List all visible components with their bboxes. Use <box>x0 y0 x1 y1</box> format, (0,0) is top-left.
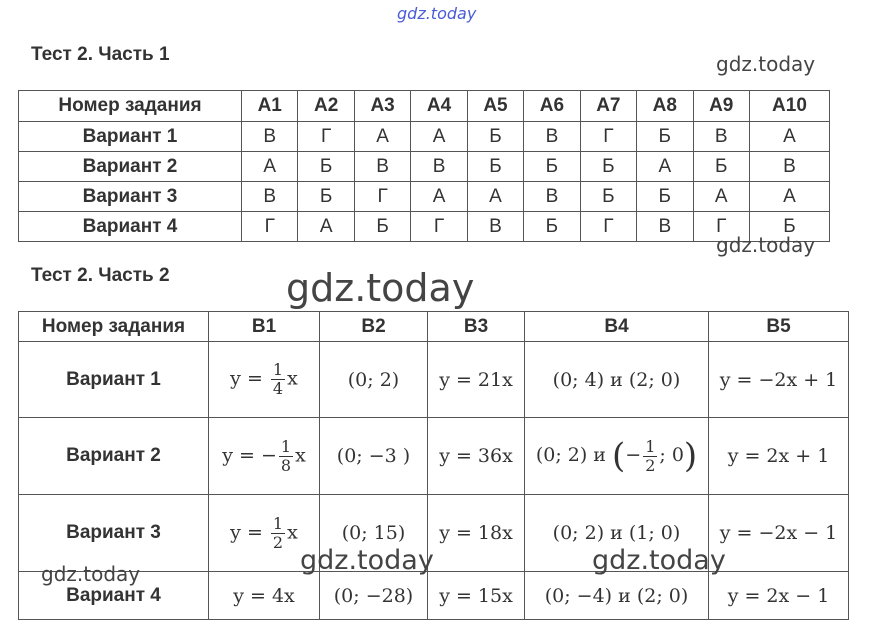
answer-cell: А <box>467 182 523 212</box>
answer-cell: А <box>637 152 693 182</box>
answer-cell: В <box>411 152 467 182</box>
open-paren: ( <box>612 436 626 476</box>
table-header-row <box>19 91 830 122</box>
answer-cell: В <box>354 152 410 182</box>
column-header: A9 <box>693 91 749 122</box>
row-label: Вариант 4 <box>19 212 242 242</box>
answer-cell: А <box>411 182 467 212</box>
fraction-denominator: 8 <box>280 455 292 475</box>
column-header: A1 <box>242 91 298 122</box>
answer-cell: Б <box>580 182 636 212</box>
answer-cell: (0; 2) и (1; 0) <box>525 495 709 572</box>
fraction <box>271 515 285 552</box>
answer-cell: А <box>298 212 354 242</box>
fraction-denominator: 4 <box>272 379 284 398</box>
answer-cell: Г <box>354 182 410 212</box>
answer-cell: Б <box>354 212 410 242</box>
formula-prefix: y = <box>230 521 269 543</box>
column-header: A6 <box>524 91 580 122</box>
close-paren: ) <box>683 436 698 476</box>
formula-suffix: x <box>295 444 306 466</box>
answer-cell: Б <box>693 152 749 182</box>
answer-cell: y = 21x <box>428 342 525 418</box>
fraction <box>279 438 293 475</box>
answer-cell: Б <box>580 152 636 182</box>
row-label: Вариант 1 <box>19 122 242 152</box>
answer-cell: А <box>411 122 467 152</box>
column-header: A5 <box>467 91 523 122</box>
answer-cell: В <box>242 182 298 212</box>
formula-prefix: y = <box>230 367 269 390</box>
answer-cell: Б <box>749 212 829 242</box>
watermark-top: gdz.today <box>397 4 477 23</box>
watermark: gdz.today <box>716 52 816 76</box>
answer-cell: Г <box>580 212 636 242</box>
column-header: A7 <box>580 91 636 122</box>
row-label: Вариант 3 <box>19 495 209 572</box>
column-header: A3 <box>354 91 410 122</box>
fraction <box>643 438 657 475</box>
answer-cell: y = −2x + 1 <box>709 342 849 418</box>
part2-title: Тест 2. Часть 2 <box>31 265 170 286</box>
row-label: Вариант 4 <box>19 572 209 620</box>
fraction-numerator: 1 <box>280 436 292 456</box>
answer-cell: В <box>524 182 580 212</box>
fraction-denominator: 2 <box>272 532 284 552</box>
part1-table <box>18 90 830 242</box>
watermark: gdz.today <box>592 545 726 576</box>
part1-title: Тест 2. Часть 1 <box>31 44 170 65</box>
answer-cell: (0; 15) <box>320 495 428 572</box>
answer-cell: (0; 2) <box>320 342 428 418</box>
table-row <box>19 572 849 620</box>
answer-cell: y = −2x − 1 <box>709 495 849 572</box>
answer-cell: y = 2x + 1 <box>709 418 849 495</box>
answer-cell: Б <box>298 152 354 182</box>
formula-sign: − <box>625 444 642 466</box>
answer-cell: Г <box>242 212 298 242</box>
answer-cell: Б <box>524 152 580 182</box>
answer-cell: Г <box>580 122 636 152</box>
watermark: gdz.today <box>716 233 816 257</box>
answer-cell: y = 15x <box>428 572 525 620</box>
answer-cell: Б <box>298 182 354 212</box>
answer-cell: Б <box>467 122 523 152</box>
answer-cell <box>209 418 320 495</box>
column-header: B1 <box>209 312 320 342</box>
answer-cell: Б <box>524 212 580 242</box>
answer-cell: В <box>242 122 298 152</box>
answer-cell: Б <box>467 152 523 182</box>
table-row <box>19 342 849 418</box>
table-row <box>19 182 830 212</box>
row-label: Вариант 3 <box>19 182 242 212</box>
answer-cell: Б <box>637 182 693 212</box>
answer-cell: В <box>637 212 693 242</box>
column-header: A10 <box>749 91 829 122</box>
answer-cell: Г <box>298 122 354 152</box>
table-header-row <box>19 312 849 342</box>
formula-suffix: x <box>287 521 298 543</box>
watermark: gdz.today <box>300 545 434 576</box>
answer-cell: (0; 4) и (2; 0) <box>525 342 709 418</box>
answer-cell: y = 2x − 1 <box>709 572 849 620</box>
answer-cell: А <box>693 182 749 212</box>
fraction-numerator: 1 <box>272 360 284 379</box>
column-header: B3 <box>428 312 525 342</box>
formula-text: (0; 2) и <box>535 444 612 466</box>
answer-cell: В <box>693 122 749 152</box>
answer-cell: y = 36x <box>428 418 525 495</box>
watermark: gdz.today <box>286 266 475 310</box>
column-header: A2 <box>298 91 354 122</box>
row-label: Вариант 1 <box>19 342 209 418</box>
fraction-numerator: 1 <box>272 513 284 533</box>
answer-cell: А <box>242 152 298 182</box>
fraction-numerator: 1 <box>645 436 656 456</box>
answer-cell: А <box>354 122 410 152</box>
table-row <box>19 122 830 152</box>
answer-cell: В <box>749 152 829 182</box>
answer-cell: y = 4x <box>209 572 320 620</box>
answer-cell: В <box>467 212 523 242</box>
row-label: Вариант 2 <box>19 152 242 182</box>
watermark: gdz.today <box>41 562 141 586</box>
corner-header: Номер задания <box>19 312 209 342</box>
answer-cell <box>525 418 709 495</box>
answer-cell: y = 18x <box>428 495 525 572</box>
answer-cell: (0; −3 ) <box>320 418 428 495</box>
fraction-denominator: 2 <box>645 455 656 475</box>
answer-cell: (0; −28) <box>320 572 428 620</box>
table-row <box>19 212 830 242</box>
row-label: Вариант 2 <box>19 418 209 495</box>
column-header: B2 <box>320 312 428 342</box>
answer-cell: А <box>749 182 829 212</box>
answer-cell: А <box>749 122 829 152</box>
column-header: A4 <box>411 91 467 122</box>
table-row <box>19 152 830 182</box>
answer-cell: Г <box>411 212 467 242</box>
corner-header: Номер задания <box>19 91 242 122</box>
answer-cell <box>209 342 320 418</box>
column-header: B4 <box>525 312 709 342</box>
answer-cell: Б <box>637 122 693 152</box>
answer-cell: (0; −4) и (2; 0) <box>525 572 709 620</box>
formula-tail: ; 0 <box>659 444 684 466</box>
answer-cell: В <box>524 122 580 152</box>
answer-cell: Г <box>693 212 749 242</box>
column-header: B5 <box>709 312 849 342</box>
fraction <box>271 361 285 398</box>
table-row <box>19 418 849 495</box>
formula-suffix: x <box>287 367 298 390</box>
formula-prefix: y = − <box>222 444 277 466</box>
column-header: A8 <box>637 91 693 122</box>
